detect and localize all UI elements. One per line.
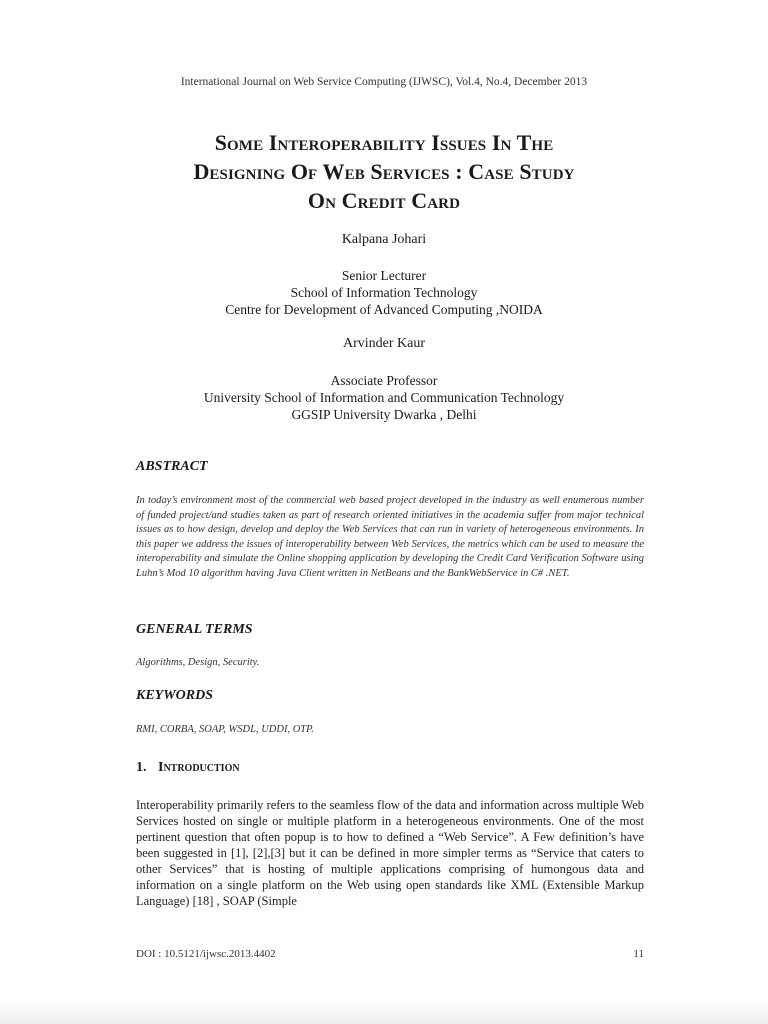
keywords-heading: KEYWORDS (136, 688, 214, 703)
affiliation-line: University School of Information and Communication Technology (203, 390, 565, 405)
introduction-text: Interoperability primarily refers to the seamless flow of the data and information across multiple Web Services hosted on single or multiple platform in a heterogeneous environments. One of the most pertinent question that often popup is to how to defined a “Web Service”. A Few definition’s have been suggested in [1], [2],[3] but it can be defined in more simpler terms as “Service that caters to other Services” that is hosting of multiple applications comprising of humongous data and information on a single platform on the Web using open standards like XML (Extensible Markup Language) [18] , SOAP (Simple (136, 798, 644, 908)
keywords-text: RMI, CORBA, SOAP, WSDL, UDDI, OTP. (136, 724, 314, 735)
affiliation-line: Centre for Development of Advanced Computing ,NOIDA (225, 302, 543, 317)
page-number: 11 (633, 948, 644, 960)
author-name: Kalpana Johari (341, 232, 427, 247)
section-title: Introduction (158, 760, 240, 775)
introduction-heading (136, 760, 240, 776)
author-affiliation (0, 267, 768, 318)
general-terms-text: Algorithms, Design, Security. (136, 657, 260, 668)
page-bottom-shade (0, 1000, 768, 1024)
abstract-heading: ABSTRACT (136, 459, 208, 474)
title-line: On Credit Card (307, 188, 461, 213)
affiliation-line: School of Information Technology (290, 285, 478, 300)
affiliation-line: Associate Professor (330, 373, 438, 388)
abstract-text: In today’s environment most of the commercial web based project developed in the industry as well enumerous number of funded project/and studies taken as part of research oriented initiatives in the academia suffer from major technical issues as to how design, develop and deploy the Web Services that can run in variety of heterogeneous environments. In this paper we address the issues of interoperability between Web Services, the metrics which can be used to measure the interoperability and simulate the Online shopping application by developing the Credit Card Verification Software using Luhn’s Mod 10 algorithm having Java Client written in NetBeans and the BankWebService in C# .NET. (136, 495, 644, 579)
affiliation-line: Senior Lecturer (341, 268, 427, 283)
affiliation-line: GGSIP University Dwarka , Delhi (291, 407, 477, 422)
section-number: 1. (136, 760, 147, 775)
footer-doi: DOI : 10.5121/ijwsc.2013.4402 (136, 948, 276, 960)
general-terms-heading: GENERAL TERMS (136, 622, 253, 637)
author-affiliation (0, 372, 768, 423)
author-name: Arvinder Kaur (342, 336, 426, 351)
title-line: Designing Of Web Services : Case Study (193, 159, 575, 184)
title-line: Some Interoperability Issues In The (214, 130, 554, 155)
paper-title (100, 128, 668, 215)
running-header: International Journal on Web Service Computing (IJWSC), Vol.4, No.4, December 2013 (180, 76, 588, 88)
